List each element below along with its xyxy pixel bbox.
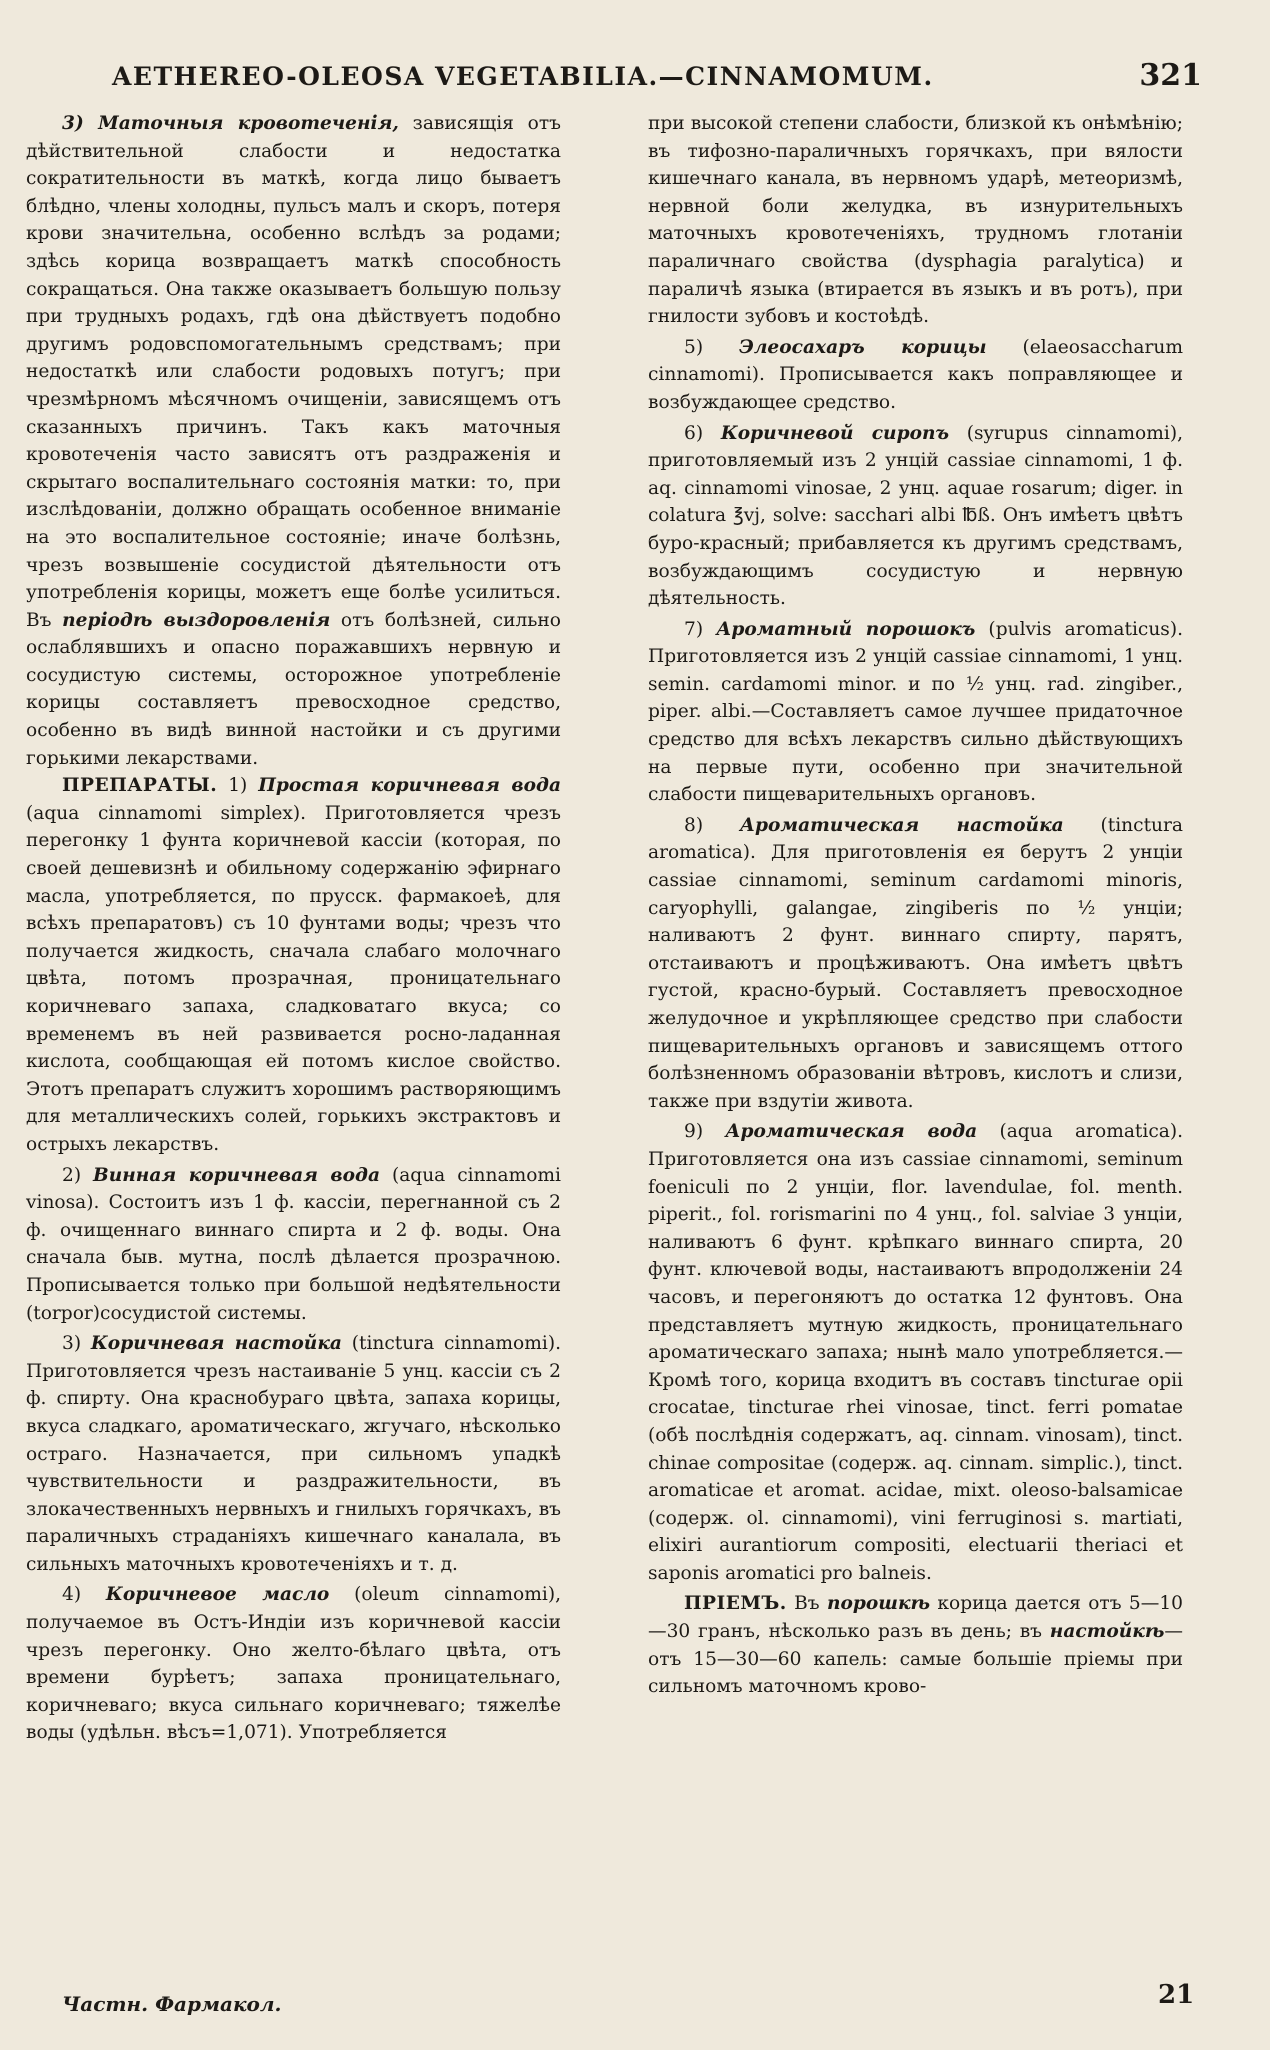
paragraph (26, 1581, 561, 1747)
body-text: (oleum cinnamomi), получаемое въ Остъ-Индіи изъ коричневой кассіи чрезъ перегонку. Оно желто-бѣлаго цвѣта, отъ времени бурѣетъ; запаха проницательнаго, коричневаго; вкуса сильнаго коричневаго; тяжелѣе воды (удѣльн. вѣсъ=1,071). Употребляется (26, 1584, 561, 1744)
emphasis: 3) Маточныя кровотеченія, (62, 113, 399, 134)
paragraph (648, 812, 1183, 1116)
item-number: 5) (684, 336, 740, 358)
emphasis: Ароматическая настойка (739, 814, 1064, 836)
emphasis: Ароматный порошокъ (716, 618, 976, 640)
paragraph (26, 772, 561, 1158)
emphasis: Винная коричневая вода (93, 1164, 381, 1186)
signature-mark: Частн. Фармакол. (62, 1992, 282, 2016)
paragraph (648, 110, 1183, 331)
paragraph (26, 1330, 561, 1578)
body-text: (tinctura aromatica). Для приготовленія ея берутъ 2 унціи cassiae cinnamomi, seminum cardamomi minoris, caryophylli, galangae, zingiberis по ½ унціи; наливаютъ 2 фунт. виннаго спирту, парятъ, отстаиваютъ и процѣживаютъ. Она имѣетъ цвѣтъ густой, красно-бурый. Составляетъ превосходное желудочное и укрѣпляющее средство при слабости пищеварительныхъ органовъ и зависящемъ оттого болѣзненномъ образованіи вѣтровъ, кислотъ и слизи, также при вздутіи живота. (648, 814, 1183, 1112)
emphasis: Простая коричневая вода (258, 775, 562, 797)
emphasis: Ароматическая вода (725, 1121, 978, 1143)
body-text: при высокой степени слабости, близкой къ онѣмѣнію; въ тифозно-параличныхъ горячкахъ, при вялости кишечнаго канала, въ нервномъ ударѣ, метеоризмѣ, нервной боли желудка, въ изнурительныхъ маточныхъ кровотеченіяхъ, трудномъ глотаніи параличнаго свойства (dysphagia paralytica) и параличѣ языка (втирается въ языкъ и въ ротъ), при гнилости зубовъ и костоѣдѣ. (648, 113, 1183, 328)
item-number: 3) (62, 1333, 91, 1355)
body-text: зависящія отъ дѣйствительной слабости и недостатка сократительности въ маткѣ, когда лицо бываетъ блѣдно, члены холодны, пульсъ малъ и скоръ, потеря крови значительна, особенно вслѣдъ за родами; здѣсь корица возвращаетъ маткѣ способность сокращаться. Она также оказываетъ большую пользу при трудныхъ родахъ, гдѣ она дѣйствуетъ подобно другимъ родовспомогательнымъ средствамъ; при недостаткѣ или слабости родовыхъ потугъ; при чрезмѣрномъ мѣсячномъ очищеніи, зависящемъ отъ сказанныхъ причинъ. Такъ какъ маточныя кровотеченія часто зависятъ отъ раздраженія и скрытаго воспалительнаго состоянія матки: то, при изслѣдованіи, должно обращать особенное вниманіе на это воспалительное состояніе; иначе болѣзнь, чрезъ возвышеніе сосудистой дѣятельности отъ употребленія корицы, можетъ еще болѣе усилиться. Въ (26, 113, 561, 631)
emphasis: періодѣ выздоровленія (62, 609, 331, 631)
body-text: (pulvis aromaticus). Приготовляется изъ 2 унцій cassiae cinnamomi, 1 унц. semin. cardamomi minor. и по ½ унц. rad. zingiber., piper. albi.—Составляетъ самое лучшее придаточное средство для всѣхъ лекарствъ сильно дѣйствующихъ на первые пути, особенно при значительной слабости пищеварительныхъ органовъ. (648, 618, 1184, 806)
paragraph (648, 334, 1183, 417)
emphasis: порошкѣ (826, 1593, 931, 1615)
page-number: 321 (1139, 58, 1202, 93)
emphasis: Коричневой сиропъ (720, 422, 950, 444)
body-text: корица дается отъ 5—10—30 гранъ, нѣсколько разъ въ день; въ (648, 1593, 1183, 1643)
sheet-number: 21 (1158, 1980, 1195, 2010)
paragraph (26, 1162, 561, 1328)
body-text: (aqua aromatica). Приготовляется она изъ cassiae cinnamomi, seminum foeniculi по 2 унціи, flor. lavendulae, fol. menth. piperit., fol. rorismarini по 4 унц., fol. salviae 3 унціи, наливаютъ 6 фунт. крѣпкаго виннаго спирта, 20 фунт. ключевой воды, настаиваютъ впродолженіи 24 часовъ, и перегоняютъ до остатка 12 фунтовъ. Она представляетъ мутную жидкость, проницательнаго ароматическаго запаха; нынѣ мало употребляется.—Кромѣ того, корица входитъ въ составъ tincturae opii crocatae, tincturae rhei vinosae, tinct. ferri pomatae (обѣ послѣднія содержатъ, aq. cinnam. vinosam), tinct. chinae compositae (содерж. aq. cinnam. simplic.), tinct. aromaticae et aromat. acidae, mixt. oleoso-balsamicae (содерж. ol. cinnamomi), vini ferruginosi s. martiati, elixiri aurantiorum compositi, electuarii theriacі et saponis aromatici pro balneis. (648, 1121, 1183, 1584)
item-number: 4) (62, 1584, 106, 1606)
item-number: 1) (217, 775, 259, 797)
paragraph (648, 1590, 1183, 1700)
body-text: (syrupus cinnamomi), приготовляемый изъ 2 унцій cassiae cinnamomi, 1 ф. aq. cinnamomi vinosae, 2 унц. aquae rosarum; diger. in colatura ℥vj, solve: sacchari albi ℔ß. Онъ имѣетъ цвѣтъ буро-красный; прибавляется къ другимъ средствамъ, возбуждающимъ сосудистую и нервную дѣятельность. (648, 422, 1183, 610)
item-number: 8) (684, 814, 740, 836)
item-number: 9) (684, 1121, 726, 1143)
paragraph (648, 420, 1183, 613)
left-column (26, 110, 561, 1747)
running-title: AETHEREO-OLEOSA VEGETABILIA.—CINNAMOMUM. (112, 62, 934, 91)
item-number: 7) (684, 618, 717, 640)
body-text: (tinctura cinnamomi). Приготовляется чрезъ настаиваніе 5 унц. кассіи съ 2 ф. спирту. Она краснобураго цвѣта, запаха корицы, вкуса сладкаго, ароматическаго, жгучаго, нѣсколько остраго. Назначается, при сильномъ упадкѣ чувствительности и раздражительности, въ злокачественныхъ нервныхъ и гнилыхъ горячкахъ, въ параличныхъ страданіяхъ кишечнаго каналала, въ сильныхъ маточныхъ кровотеченіяхъ и т. д. (26, 1333, 561, 1575)
paragraph (26, 110, 561, 772)
body-text: (aqua cinnamomi vinosa). Состоитъ изъ 1 ф. кассіи, перегнанной съ 2 ф. очищеннаго виннаго спирта и 2 ф. воды. Она сначала быв. мутна, послѣ дѣлается прозрачною. Прописывается только при большой недѣятельности (torpor)сосудистой системы. (26, 1164, 561, 1324)
emphasis: Коричневое масло (105, 1584, 330, 1606)
right-column (648, 110, 1183, 1701)
section-heading: ПРЕПАРАТЫ. (62, 775, 218, 797)
item-number: 6) (684, 422, 721, 444)
body-text: отъ болѣзней, сильно ослаблявшихъ и опасно поражавшихъ нервную и сосудистую системы, осторожное употребленіе корицы составляетъ превосходное средство, особенно въ видѣ винной настойки и съ другими горькими лекарствами. (26, 609, 562, 769)
emphasis: настойкѣ (1049, 1621, 1165, 1643)
body-text: (elaeosaccharum cinnamomi). Прописывается какъ поправляющее и возбуждающее средство. (648, 336, 1183, 413)
paragraph (648, 616, 1183, 809)
paragraph (648, 1118, 1183, 1587)
section-heading: ПРІЕМЪ. (684, 1593, 787, 1615)
emphasis: Элеосахаръ корицы (739, 336, 987, 358)
body-text: (aqua cinnamomi simplex). Приготовляется чрезъ перегонку 1 фунта коричневой кассіи (которая, по своей дешевизнѣ и обильному содержанію эфирнаго масла, употребляется, по прусск. фармакоеѣ, для всѣхъ препаратовъ) съ 10 фунтами воды; чрезъ что получается жидкость, сначала слабаго молочнаго цвѣта, потомъ прозрачная, проницательнаго коричневаго запаха, сладковатаго вкуса; со временемъ въ ней развивается росно-ладанная кислота, сообщающая ей потомъ кислое свойство. Этотъ препаратъ служитъ хорошимъ растворяющимъ для металлическихъ солей, горькихъ экстрактовъ и острыхъ лекарствъ. (26, 802, 561, 1155)
body-text: —отъ 15—30—60 капель: самые большіе пріемы при сильномъ маточномъ крово- (648, 1621, 1183, 1698)
page-header (112, 58, 1202, 98)
body-text: Въ (786, 1593, 827, 1615)
item-number: 2) (62, 1164, 94, 1186)
emphasis: Коричневая настойка (90, 1333, 342, 1355)
